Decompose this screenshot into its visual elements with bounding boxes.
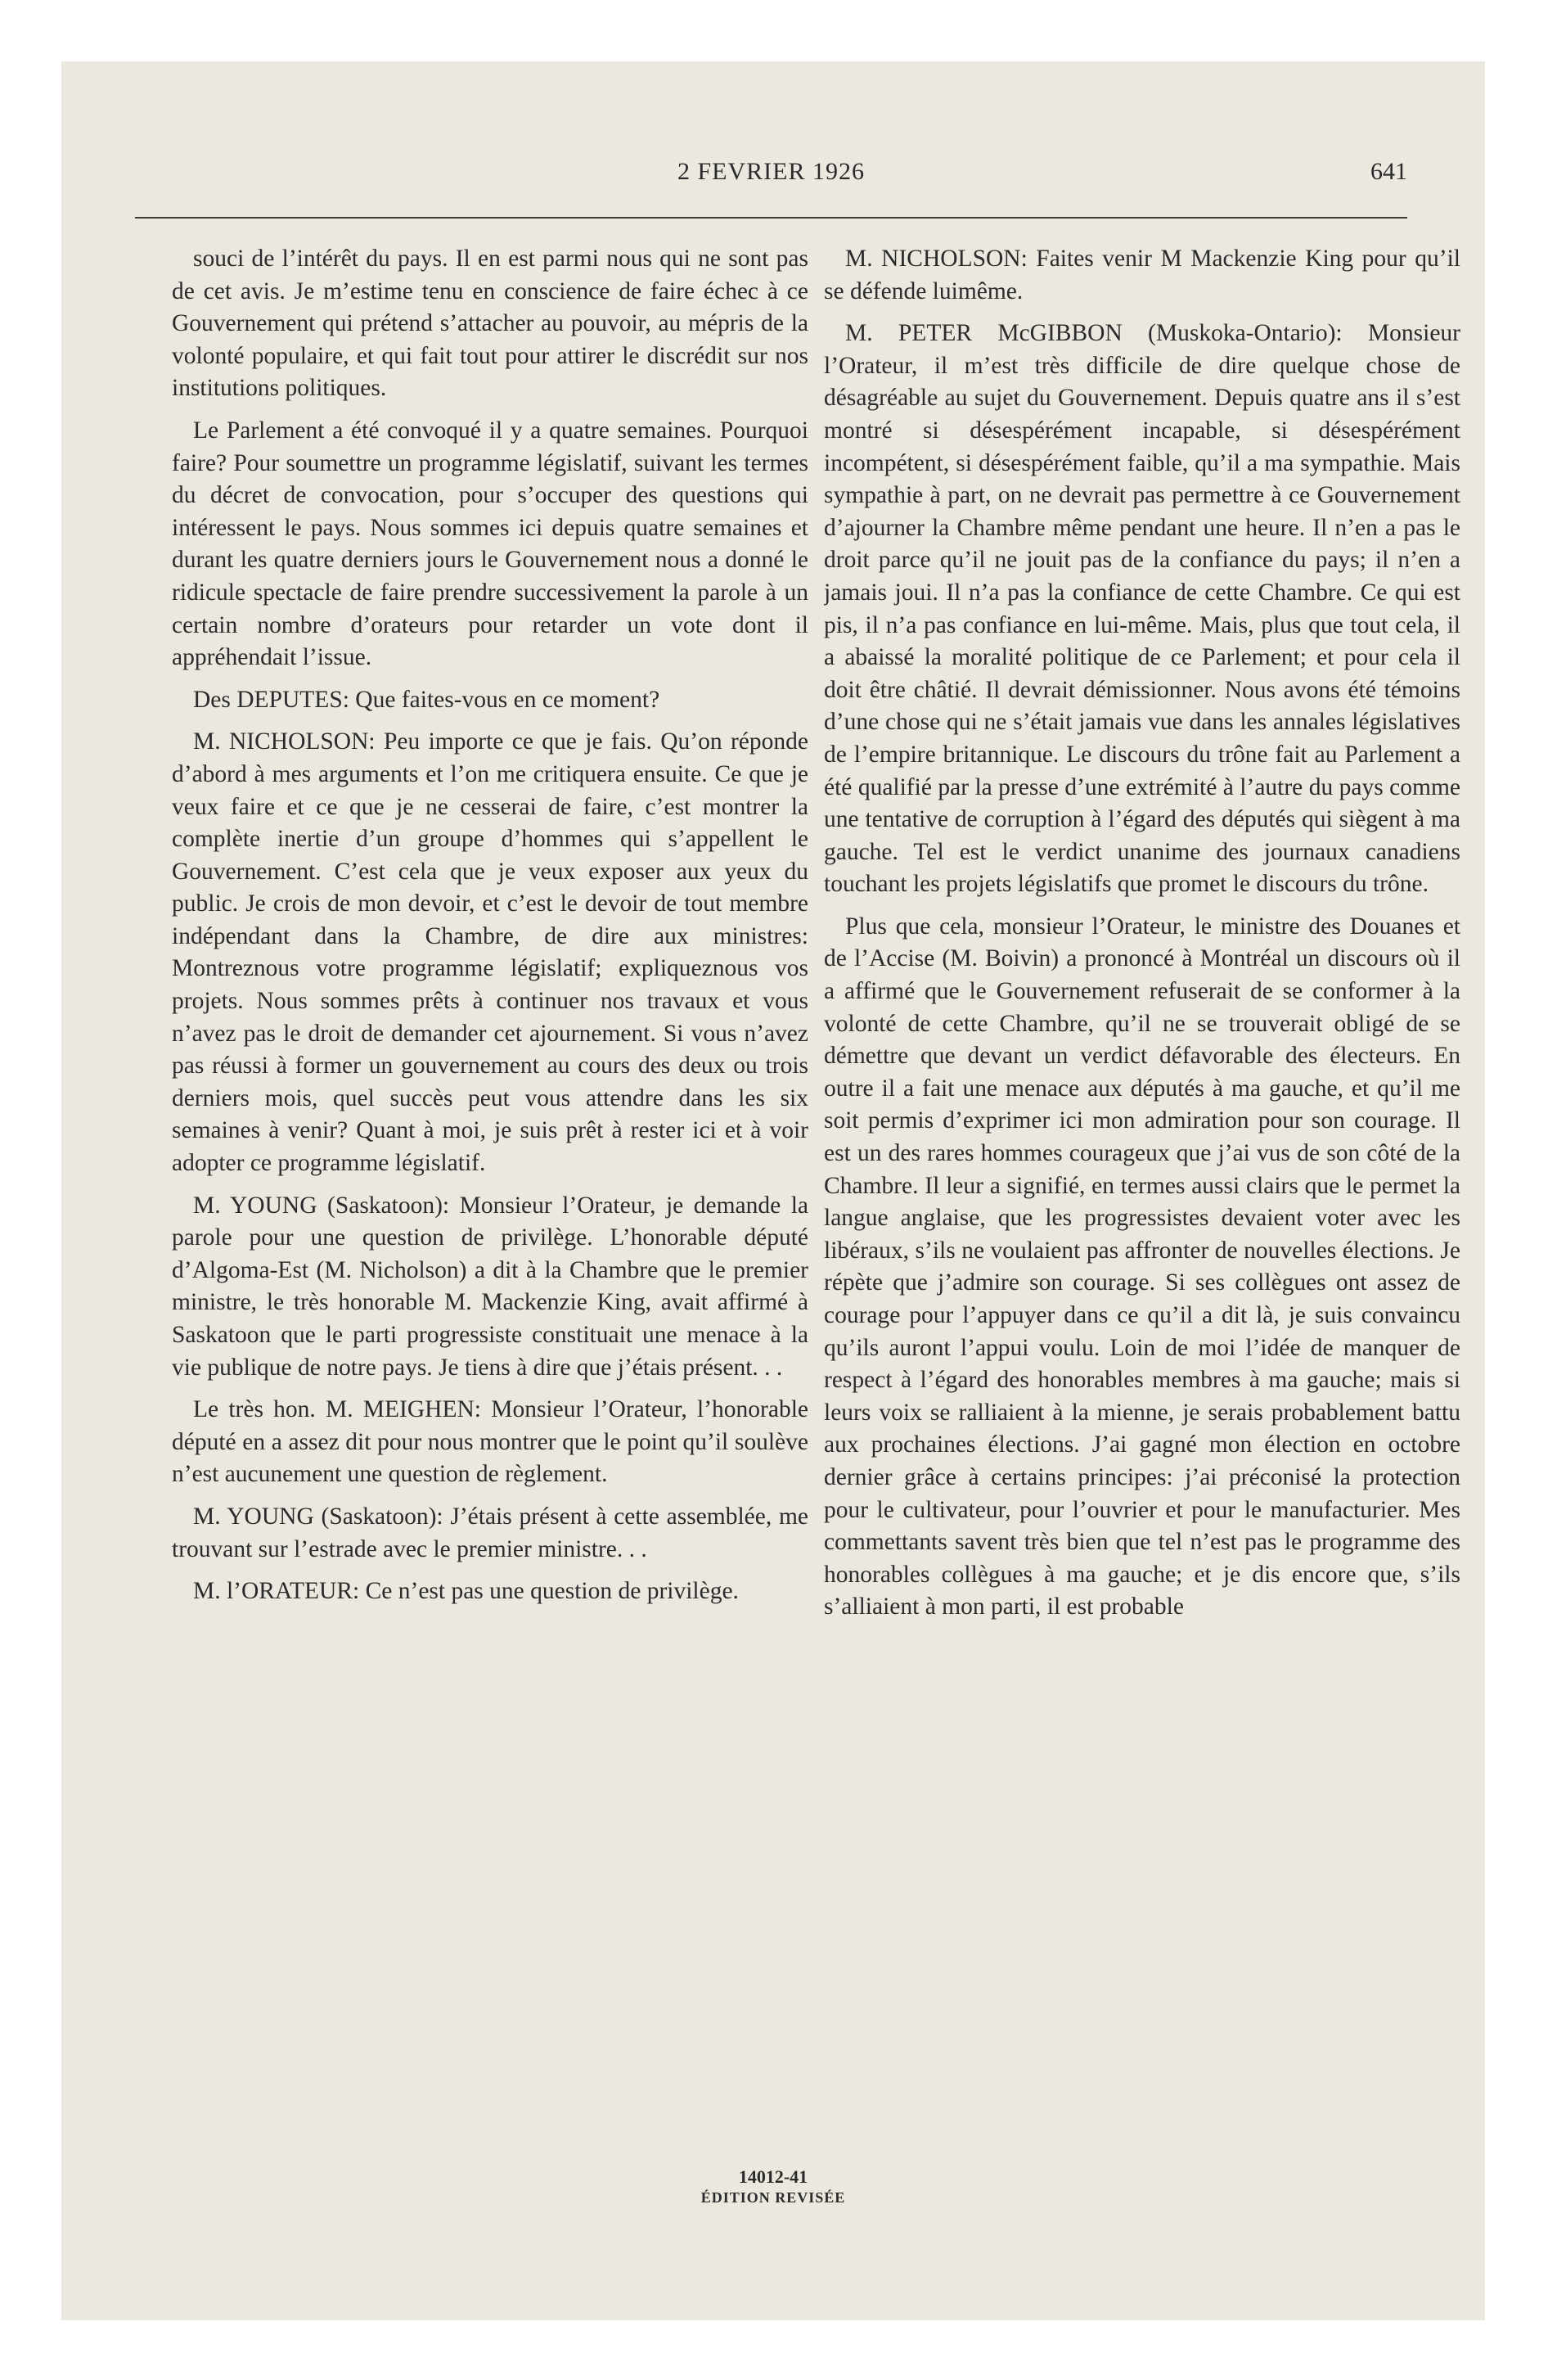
page-footer [61, 2166, 1485, 2206]
paragraph: M. PETER McGIBBON (Muskoka-Ontario): Monsieur l’Orateur, il m’est très difficile de dire quelque chose de désagréable au sujet du Gouvernement. Depuis quatre ans il s’est montré si désespérément incapable, si désespérément incompétent, si désespérément faible, qu’il a ma sympathie. Mais sympathie à part, on ne devrait pas permettre à ce Gouvernement d’ajourner la Chambre même pendant une heure. Il n’en a pas le droit parce qu’il ne jouit pas de la confiance du pays; il n’en a jamais joui. Il n’a pas la confiance de cette Chambre. Ce qui est pis, il n’a pas confiance en lui-même. Mais, plus que tout cela, il a abaissé la moralité politique de ce Parlement; et pour cela il doit être châtié. Il devrait démissionner. Nous avons été témoins d’une chose qui ne s’était jamais vue dans les annales législatives de l’empire britannique. Le discours du trône fait au Parlement a été qualifié par la presse d’une extrémité à l’autre du pays comme une tentative de corruption à l’égard des députés qui siègent à ma gauche. Tel est le verdict unanime des journaux canadiens touchant les projets législatifs que promet le discours du trône. [824, 320, 1460, 898]
paragraph: Plus que cela, monsieur l’Orateur, le ministre des Douanes et de l’Accise (M. Boivin) a prononcé à Montréal un discours où il a affirmé que le Gouvernement refuserait de se conformer à la volonté de cette Chambre, qu’il ne se trouverait obligé de se démettre que devant un verdict défavorable des électeurs. En outre il a fait une menace aux députés à ma gauche, et qu’il me soit permis d’exprimer ici mon admiration pour son courage. Il est un des rares hommes courageux que j’ai vus de son côté de la Chambre. Il leur a signifié, en termes aussi clairs que le permet la langue anglaise, que les progressistes devaient voter avec les libéraux, s’ils ne voulaient pas affronter de nouvelles élections. Je répète que j’admire son courage. Si ses collègues ont assez de courage pour l’appuyer dans ce qu’il a dit là, je suis convaincu qu’ils auront l’appui voulu. Loin de moi l’idée de manquer de respect à l’égard des honorables membres à ma gauche; mais si leurs voix se ralliaient à la mienne, je serais probablement battu aux prochaines élections. J’ai gagné mon élection en octobre dernier grâce à certains principes: j’ai préconisé la protection pour le cultivateur, pour l’ouvrier et pour le manufacturier. Mes commettants savent très bien que tel n’est pas le programme des honorables collègues à ma gauche; et je dis encore que, s’ils s’alliaient à mon parti, il est probable [824, 913, 1460, 1620]
paragraph: Le très hon. M. MEIGHEN: Monsieur l’Orateur, l’honorable député en a assez dit pour nous montrer que le point qu’il soulève n’est aucunement une question de règlement. [172, 1396, 808, 1488]
paragraph: M. NICHOLSON: Peu importe ce que je fais. Qu’on réponde d’abord à mes arguments et l’on me critiquera ensuite. Ce que je veux faire et ce que je ne cesserai de faire, c’est montrer la complète inertie d’un groupe d’hommes qui s’appellent le Gouvernement. C’est cela que je veux exposer aux yeux du public. Je crois de mon devoir, et c’est le devoir de tout membre indépendant dans la Chambre, de dire aux ministres: Montreznous votre programme législatif; expliqueznous vos projets. Nous sommes prêts à continuer nos travaux et vous n’avez pas le droit de demander cet ajournement. Si vous n’avez pas réussi à former un gouvernement au cours des deux ou trois derniers mois, quel succès peut vous attendre dans les six semaines à venir? Quant à moi, je suis prêt à rester ici et à voir adopter ce programme législatif. [172, 728, 808, 1177]
paragraph: M. YOUNG (Saskatoon): J’étais présent à cette assemblée, me trouvant sur l’estrade avec le premier ministre. . . [172, 1503, 808, 1562]
paragraph: souci de l’intérêt du pays. Il en est parmi nous qui ne sont pas de cet avis. Je m’estime tenu en conscience de faire échec à ce Gouvernement qui prétend s’attacher au pouvoir, au mépris de la volonté populaire, et qui fait tout pour attirer le discrédit sur nos institutions politiques. [172, 246, 808, 402]
paragraph: M. l’ORATEUR: Ce n’est pas une question de privilège. [193, 1578, 739, 1605]
edition-note: ÉDITION REVISÉE [700, 2189, 846, 2206]
page-sheet [61, 61, 1485, 2320]
footer-code: 14012-41 [738, 2166, 808, 2187]
paragraph: Le Parlement a été convoqué il y a quatre semaines. Pourquoi faire? Pour soumettre un programme législatif, suivant les termes du décret de convocation, pour s’occuper des questions qui intéressent le pays. Nous sommes ici depuis quatre semaines et durant les quatre derniers jours le Gouvernement nous a donné le ridicule spectacle de faire prendre successivement la parole à un certain nombre d’orateurs pour retarder un vote dont il appréhendait l’issue. [172, 417, 808, 671]
page-header [135, 158, 1407, 207]
left-column [172, 243, 808, 2109]
right-column [824, 243, 1460, 2109]
page-date: 2 FEVRIER 1926 [677, 158, 865, 185]
paragraph: Des DEPUTES: Que faites-vous en ce moment? [193, 686, 660, 713]
paragraph: M. YOUNG (Saskatoon): Monsieur l’Orateur, je demande la parole pour une question de privilège. L’honorable député d’Algoma-Est (M. Nicholson) a dit à la Chambre que le premier ministre, le très honorable M. Mackenzie King, avait affirmé à Saskatoon que le parti progressiste constituait une menace à la vie publique de notre pays. Je tiens à dire que j’étais présent. . . [172, 1192, 808, 1381]
header-rule [135, 217, 1407, 219]
paragraph: M. NICHOLSON: Faites venir M Mackenzie King pour qu’il se défende luimême. [824, 246, 1460, 304]
page-number: 641 [1370, 158, 1407, 185]
